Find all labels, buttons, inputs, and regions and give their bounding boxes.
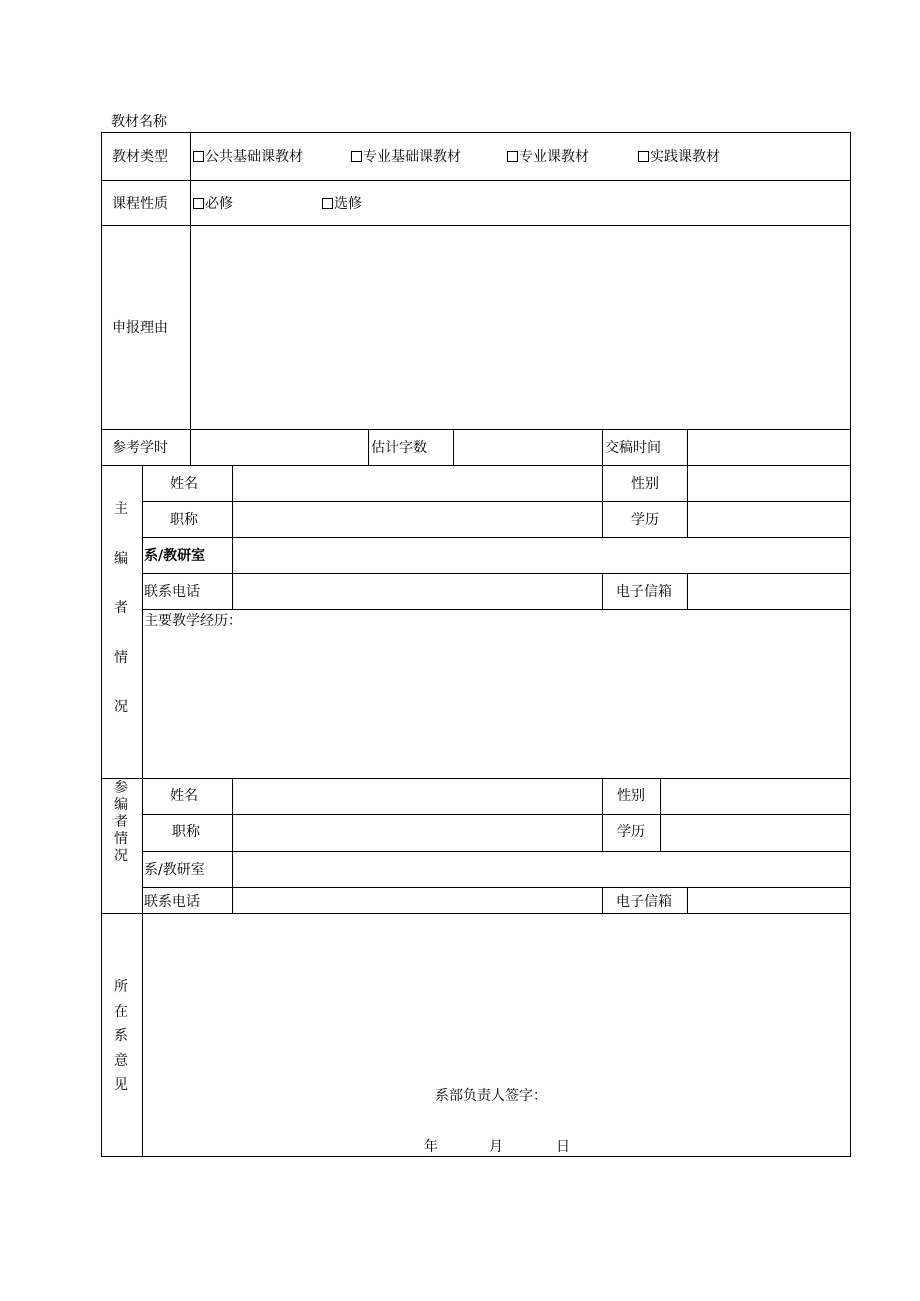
- col-divider: [142, 465, 143, 1157]
- row-divider: [142, 814, 851, 815]
- section-char: 者: [114, 814, 128, 830]
- co-phone-label: 联系电话: [144, 894, 200, 910]
- col-divider: [602, 573, 603, 609]
- chief-phone-input[interactable]: [234, 575, 600, 607]
- checkbox-icon[interactable]: [322, 198, 333, 209]
- co-email-input[interactable]: [689, 889, 848, 912]
- col-divider: [368, 429, 369, 466]
- chief-name-input[interactable]: [234, 467, 600, 499]
- section-char: 情: [114, 649, 128, 666]
- option-label: 必修: [205, 196, 233, 212]
- month-label: 月: [489, 1139, 503, 1155]
- col-divider: [660, 778, 661, 851]
- co-dept-input[interactable]: [234, 853, 848, 885]
- hours-input[interactable]: [192, 431, 366, 464]
- chief-title-label: 职称: [170, 512, 198, 528]
- row-divider: [101, 180, 851, 181]
- reason-input[interactable]: [192, 227, 848, 427]
- co-email-label: 电子信箱: [616, 894, 672, 910]
- word-count-input[interactable]: [455, 431, 600, 464]
- option-major-basic[interactable]: [351, 148, 461, 166]
- textbook-type-label: 教材类型: [112, 149, 168, 165]
- chief-title-input[interactable]: [234, 503, 600, 535]
- checkbox-icon[interactable]: [351, 151, 362, 162]
- option-label: 专业基础课教材: [363, 149, 461, 165]
- chief-email-label: 电子信箱: [616, 584, 672, 600]
- row-divider: [142, 609, 851, 610]
- option-label: 公共基础课教材: [205, 149, 303, 165]
- co-title-input[interactable]: [234, 816, 600, 849]
- col-divider: [232, 778, 233, 914]
- section-char: 编: [114, 797, 128, 813]
- section-char: 况: [114, 699, 128, 715]
- col-divider: [190, 132, 191, 466]
- table-border-right: [850, 132, 851, 1157]
- chief-experience-input[interactable]: [144, 632, 848, 776]
- chief-editor-section-label: [111, 500, 131, 716]
- co-name-label: 姓名: [170, 788, 198, 804]
- row-divider: [101, 225, 851, 226]
- section-char: 主: [114, 501, 128, 517]
- deadline-label: 交稿时间: [605, 440, 661, 456]
- day-label: 日: [556, 1139, 570, 1155]
- col-divider: [602, 778, 603, 851]
- section-char: 况: [114, 848, 128, 864]
- co-name-input[interactable]: [234, 780, 600, 812]
- col-divider: [232, 465, 233, 537]
- col-divider: [232, 573, 233, 609]
- co-education-label: 学历: [617, 824, 645, 840]
- row-divider: [142, 887, 851, 888]
- chief-phone-label: 联系电话: [144, 584, 200, 600]
- option-label: 实践课教材: [650, 149, 720, 165]
- section-char: 系: [114, 1028, 128, 1044]
- reason-label: 申报理由: [112, 320, 168, 336]
- section-char: 所: [114, 979, 128, 995]
- chief-education-input[interactable]: [689, 503, 848, 535]
- row-divider: [142, 537, 851, 538]
- chief-dept-label: 系/教研室: [144, 548, 206, 564]
- chief-dept-input[interactable]: [234, 539, 848, 571]
- course-nature-label: 课程性质: [112, 196, 168, 212]
- col-divider: [687, 465, 688, 537]
- table-border-left: [101, 132, 102, 1157]
- option-required[interactable]: [193, 195, 233, 213]
- chief-name-label: 姓名: [170, 476, 198, 492]
- co-education-input[interactable]: [662, 816, 848, 849]
- col-divider: [602, 465, 603, 537]
- option-elective[interactable]: [322, 195, 362, 213]
- row-divider: [142, 851, 851, 852]
- section-char: 意: [114, 1052, 128, 1069]
- section-char: 编: [114, 550, 128, 567]
- col-divider: [687, 429, 688, 466]
- option-public-basic[interactable]: [193, 148, 303, 166]
- option-label: 专业课教材: [519, 149, 589, 165]
- col-divider: [602, 887, 603, 914]
- sign-label: 系部负责人签字：: [435, 1088, 547, 1104]
- option-major[interactable]: [507, 148, 589, 166]
- checkbox-icon[interactable]: [193, 198, 204, 209]
- chief-experience-label: 主要教学经历：: [144, 613, 242, 629]
- row-divider: [101, 465, 851, 466]
- textbook-name-label: 教材名称: [111, 114, 167, 130]
- col-divider: [602, 429, 603, 466]
- section-char: 见: [114, 1077, 128, 1093]
- checkbox-icon[interactable]: [193, 151, 204, 162]
- checkbox-icon[interactable]: [507, 151, 518, 162]
- row-divider: [142, 573, 851, 574]
- row-divider: [101, 429, 851, 430]
- co-dept-label: 系/教研室: [144, 862, 205, 878]
- chief-gender-input[interactable]: [689, 467, 848, 499]
- co-title-label: 职称: [172, 824, 200, 840]
- co-gender-label: 性别: [617, 788, 645, 804]
- section-char: 情: [114, 831, 128, 847]
- section-char: 者: [114, 600, 128, 616]
- opinion-input[interactable]: [144, 915, 848, 1075]
- table-border-top: [101, 132, 851, 133]
- co-editor-section-label: [111, 779, 131, 864]
- row-divider: [101, 778, 851, 779]
- checkbox-icon[interactable]: [638, 151, 649, 162]
- deadline-input[interactable]: [689, 431, 848, 464]
- section-char: 在: [114, 1003, 128, 1020]
- chief-gender-label: 性别: [631, 476, 659, 492]
- year-label: 年: [424, 1139, 438, 1155]
- hours-label: 参考学时: [112, 440, 168, 456]
- col-divider: [687, 887, 688, 914]
- co-phone-input[interactable]: [234, 889, 600, 912]
- opinion-section-label: [111, 978, 131, 1094]
- row-divider: [142, 501, 851, 502]
- chief-education-label: 学历: [631, 512, 659, 528]
- co-gender-input[interactable]: [662, 780, 848, 812]
- option-practice[interactable]: [638, 148, 720, 166]
- row-divider: [101, 913, 851, 914]
- chief-email-input[interactable]: [689, 575, 848, 607]
- col-divider: [232, 537, 233, 573]
- section-char: 参: [114, 780, 128, 796]
- col-divider: [687, 573, 688, 609]
- word-count-label: 估计字数: [371, 440, 427, 456]
- col-divider: [453, 429, 454, 466]
- table-border-bottom: [101, 1156, 851, 1157]
- option-label: 选修: [334, 196, 362, 212]
